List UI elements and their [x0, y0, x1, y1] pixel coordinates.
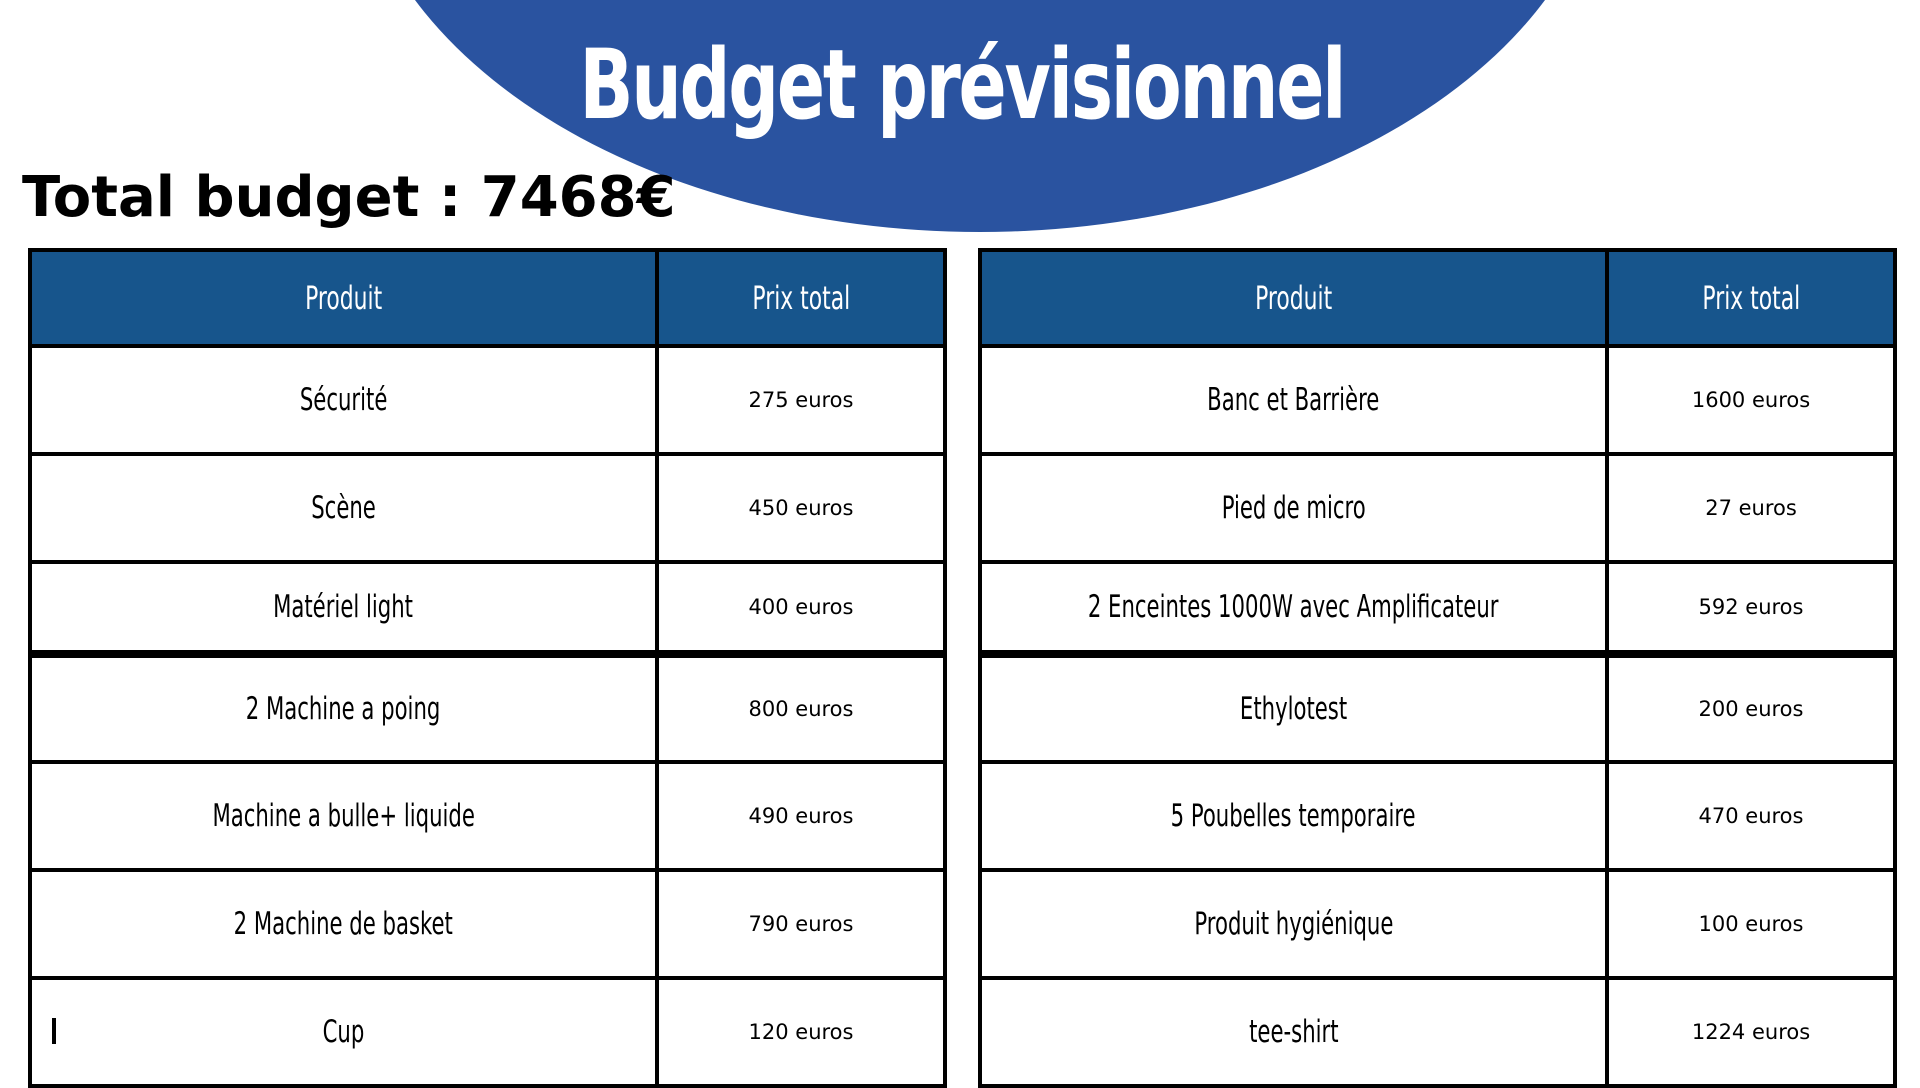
product-cell — [980, 654, 1607, 762]
product-name: Cup — [322, 1014, 365, 1050]
product-name: 2 Machine de basket — [233, 906, 454, 942]
product-name: Matériel light — [273, 589, 414, 625]
product-cell — [30, 346, 657, 454]
column-header-product — [30, 250, 657, 346]
product-cell — [980, 454, 1607, 562]
product-cell — [30, 978, 657, 1086]
column-header-label: Produit — [1254, 279, 1333, 317]
column-header-label: Produit — [304, 279, 383, 317]
product-name: Scène — [311, 490, 376, 526]
price-cell: 490 euros — [657, 762, 945, 870]
column-header-price — [1607, 250, 1895, 346]
total-budget: Total budget : 7468€ — [22, 165, 676, 230]
product-cell — [30, 654, 657, 762]
price-cell: 100 euros — [1607, 870, 1895, 978]
price-cell: 800 euros — [657, 654, 945, 762]
table-row — [980, 562, 1895, 654]
budget-table-left — [28, 248, 947, 1088]
table-row — [30, 978, 945, 1086]
price-cell: 275 euros — [657, 346, 945, 454]
table-row — [30, 454, 945, 562]
product-name: 5 Poubelles temporaire — [1171, 798, 1416, 834]
page-title: Budget prévisionnel — [579, 29, 1345, 141]
price-cell: 1224 euros — [1607, 978, 1895, 1086]
table-row — [30, 762, 945, 870]
table-row — [30, 654, 945, 762]
product-cell — [30, 562, 657, 654]
price-cell: 1600 euros — [1607, 346, 1895, 454]
product-name: Banc et Barrière — [1207, 382, 1380, 418]
product-name: tee-shirt — [1248, 1014, 1339, 1050]
table-header-row — [30, 250, 945, 346]
table-row — [980, 454, 1895, 562]
product-name: 2 Machine a poing — [246, 691, 441, 727]
price-cell: 790 euros — [657, 870, 945, 978]
product-cell — [980, 870, 1607, 978]
product-cell — [980, 762, 1607, 870]
column-header-label: Prix total — [1702, 279, 1800, 317]
table-header-row — [980, 250, 1895, 346]
table-row — [30, 346, 945, 454]
product-cell — [980, 562, 1607, 654]
table-row — [30, 562, 945, 654]
table-row — [980, 978, 1895, 1086]
product-name: Ethylotest — [1239, 691, 1348, 727]
product-cell — [30, 454, 657, 562]
price-cell: 450 euros — [657, 454, 945, 562]
product-name: Pied de micro — [1221, 490, 1366, 526]
product-name: Sécurité — [299, 382, 388, 418]
table-row — [30, 870, 945, 978]
column-header-price — [657, 250, 945, 346]
product-name: Machine a bulle+ liquide — [212, 798, 475, 834]
product-cell — [980, 978, 1607, 1086]
price-cell: 592 euros — [1607, 562, 1895, 654]
price-cell: 400 euros — [657, 562, 945, 654]
table-row — [980, 346, 1895, 454]
table-row — [980, 870, 1895, 978]
table-row — [980, 762, 1895, 870]
product-name: Produit hygiénique — [1193, 906, 1393, 942]
product-cell — [30, 762, 657, 870]
product-cell — [980, 346, 1607, 454]
column-header-label: Prix total — [752, 279, 850, 317]
price-cell: 200 euros — [1607, 654, 1895, 762]
price-cell: 120 euros — [657, 978, 945, 1086]
column-header-product — [980, 250, 1607, 346]
price-cell: 27 euros — [1607, 454, 1895, 562]
product-name: 2 Enceintes 1000W avec Amplificateur — [1088, 589, 1499, 625]
table-row — [980, 654, 1895, 762]
budget-table-right — [978, 248, 1897, 1088]
text-cursor — [52, 1018, 56, 1044]
price-cell: 470 euros — [1607, 762, 1895, 870]
product-cell — [30, 870, 657, 978]
